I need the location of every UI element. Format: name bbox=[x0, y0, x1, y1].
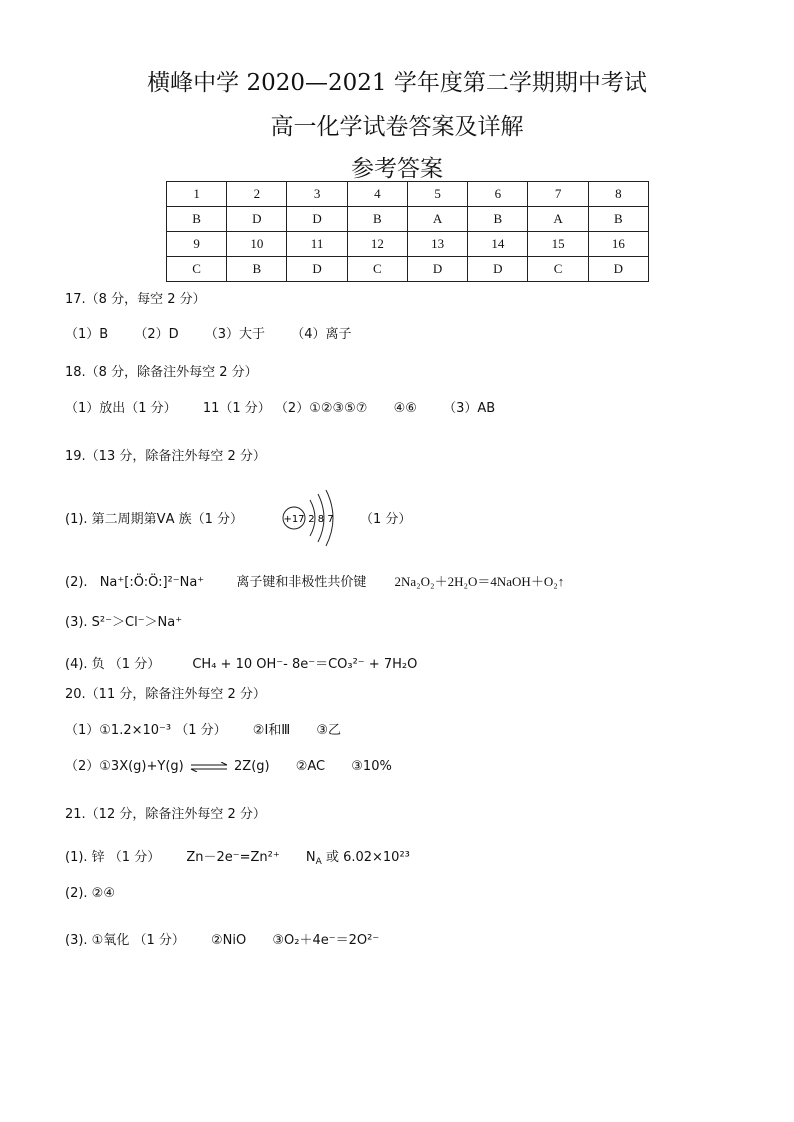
q21-part2: (2). ②④ bbox=[65, 886, 115, 901]
answer-table bbox=[166, 181, 649, 282]
q21-part1 bbox=[65, 846, 410, 867]
q21-answer-3-3: ③O₂＋4e⁻＝2O²⁻ bbox=[272, 933, 380, 948]
exam-title: 横峰中学 2020—2021 学年度第二学期期中考试 bbox=[147, 70, 647, 96]
q17-heading: 17.（8 分，每空 2 分） bbox=[65, 292, 206, 307]
chlorine-atom-structure-icon bbox=[276, 488, 346, 548]
q18-heading: 18.（8 分，除备注外每空 2 分） bbox=[65, 365, 258, 380]
answer-table-cell: 2 bbox=[227, 182, 287, 207]
q20-answer-2-3: ③10% bbox=[351, 759, 392, 774]
answer-table-cell: 1 bbox=[167, 182, 227, 207]
answer-table-cell: 16 bbox=[588, 232, 648, 257]
q21-answer-1-3: NA 或 6.02×10²³ bbox=[305, 850, 410, 867]
answer-table-cell: D bbox=[588, 257, 648, 282]
answer-table-cell: B bbox=[227, 257, 287, 282]
q20-line1 bbox=[65, 719, 341, 738]
q20-heading: 20.（11 分，除备注外每空 2 分） bbox=[65, 687, 266, 702]
q21-part3 bbox=[65, 929, 379, 948]
q19-part4-equation: CH₄ + 10 OH⁻- 8e⁻＝CO₃²⁻ + 7H₂O bbox=[192, 657, 418, 672]
q18-answer-4: ④⑥ bbox=[393, 401, 417, 416]
answer-table-cell: B bbox=[588, 207, 648, 232]
q20-answer-2-2: ②AC bbox=[295, 759, 326, 774]
atom-nucleus-charge: +17 bbox=[283, 514, 305, 525]
q19-part1-score: （1 分） bbox=[360, 512, 412, 527]
answer-table-cell: 6 bbox=[468, 182, 528, 207]
na2o2-formula-right: ]²⁻Na⁺ bbox=[162, 575, 205, 590]
q17-answer-1: （1）B bbox=[65, 327, 109, 342]
answer-table-cell: B bbox=[468, 207, 528, 232]
q17-answers bbox=[65, 323, 351, 342]
q21-answer-3-1: (3). ①氧化 （1 分） bbox=[65, 933, 185, 948]
answer-table-cell: 11 bbox=[287, 232, 347, 257]
exam-subtitle: 高一化学试卷答案及详解 bbox=[270, 114, 524, 140]
q18-answer-3: （2）①②③⑤⑦ bbox=[274, 401, 368, 416]
answer-table-row bbox=[167, 257, 649, 282]
q18-answers bbox=[65, 397, 495, 416]
na2o2-formula-left: Na⁺[ bbox=[99, 575, 130, 590]
answer-table-cell: D bbox=[407, 257, 467, 282]
q19-heading: 19.（13 分，除备注外每空 2 分） bbox=[65, 449, 266, 464]
q19-part3: (3). S²⁻＞Cl⁻＞Na⁺ bbox=[65, 615, 183, 630]
q19-equation: 2Na₂O₂＋2H₂O＝4NaOH＋O₂↑ bbox=[394, 574, 565, 589]
answer-table-cell: 12 bbox=[347, 232, 407, 257]
answer-table-row bbox=[167, 207, 649, 232]
answer-table-cell: 9 bbox=[167, 232, 227, 257]
q19-part4-label: (4). 负 （1 分） bbox=[65, 657, 161, 672]
q19-part2 bbox=[65, 571, 564, 590]
q20-line2 bbox=[65, 755, 392, 774]
answer-table-cell: 8 bbox=[588, 182, 648, 207]
answer-table-cell: 14 bbox=[468, 232, 528, 257]
answer-table-cell: 3 bbox=[287, 182, 347, 207]
answer-table-cell: 7 bbox=[528, 182, 588, 207]
equilibrium-arrow-icon bbox=[190, 762, 228, 772]
q21-answer-1-2: Zn－2e⁻=Zn²⁺ bbox=[186, 850, 280, 865]
q20-equation-left: （2）①3X(g)+Y(g) bbox=[65, 759, 184, 774]
q19-part4 bbox=[65, 653, 417, 672]
answer-table-cell: 10 bbox=[227, 232, 287, 257]
answer-table-cell: B bbox=[347, 207, 407, 232]
answer-table-cell: C bbox=[167, 257, 227, 282]
answer-table-cell: 13 bbox=[407, 232, 467, 257]
atom-electron-shells: 2 8 7 bbox=[308, 514, 334, 525]
answer-table-cell: 15 bbox=[528, 232, 588, 257]
answer-table-row bbox=[167, 182, 649, 207]
answer-table-cell: 4 bbox=[347, 182, 407, 207]
q19-part1-label: (1). 第二周期第ⅤA 族（1 分） bbox=[65, 512, 244, 527]
q18-answer-2: 11（1 分） bbox=[202, 401, 271, 416]
q19-bond-type: 离子键和非极性共价键 bbox=[236, 575, 367, 590]
q21-answer-1-1: (1). 锌 （1 分） bbox=[65, 850, 161, 865]
answer-table-cell: D bbox=[468, 257, 528, 282]
answer-table-cell: D bbox=[287, 257, 347, 282]
answer-table-cell: D bbox=[287, 207, 347, 232]
q21-heading: 21.（12 分，除备注外每空 2 分） bbox=[65, 807, 266, 822]
q17-answer-4: （4）离子 bbox=[291, 327, 352, 342]
answer-table-cell: A bbox=[407, 207, 467, 232]
q21-answer-3-2: ②NiO bbox=[211, 933, 247, 948]
answer-table-cell: C bbox=[347, 257, 407, 282]
answer-table-cell: A bbox=[528, 207, 588, 232]
answer-table-cell: D bbox=[227, 207, 287, 232]
q20-equation-right: 2Z(g) bbox=[234, 759, 270, 774]
q20-answer-1-3: ③乙 bbox=[316, 723, 342, 738]
answer-table-cell: B bbox=[167, 207, 227, 232]
section-title: 参考答案 bbox=[351, 156, 443, 182]
q20-answer-1-2: ②Ⅰ和Ⅲ bbox=[252, 723, 291, 738]
answer-table-cell: 5 bbox=[407, 182, 467, 207]
answer-table-cell: C bbox=[528, 257, 588, 282]
q17-answer-3: （3）大于 bbox=[204, 327, 266, 342]
q18-answer-5: （3）AB bbox=[443, 401, 496, 416]
na2o2-formula-mid: :Ö:Ö: bbox=[129, 575, 163, 590]
answer-table-row bbox=[167, 232, 649, 257]
q19-part2-label: (2). bbox=[65, 575, 88, 590]
q18-answer-1: （1）放出（1 分） bbox=[65, 401, 177, 416]
q17-answer-2: （2）D bbox=[134, 327, 179, 342]
q20-answer-1-1: （1）①1.2×10⁻³ （1 分） bbox=[65, 723, 227, 738]
